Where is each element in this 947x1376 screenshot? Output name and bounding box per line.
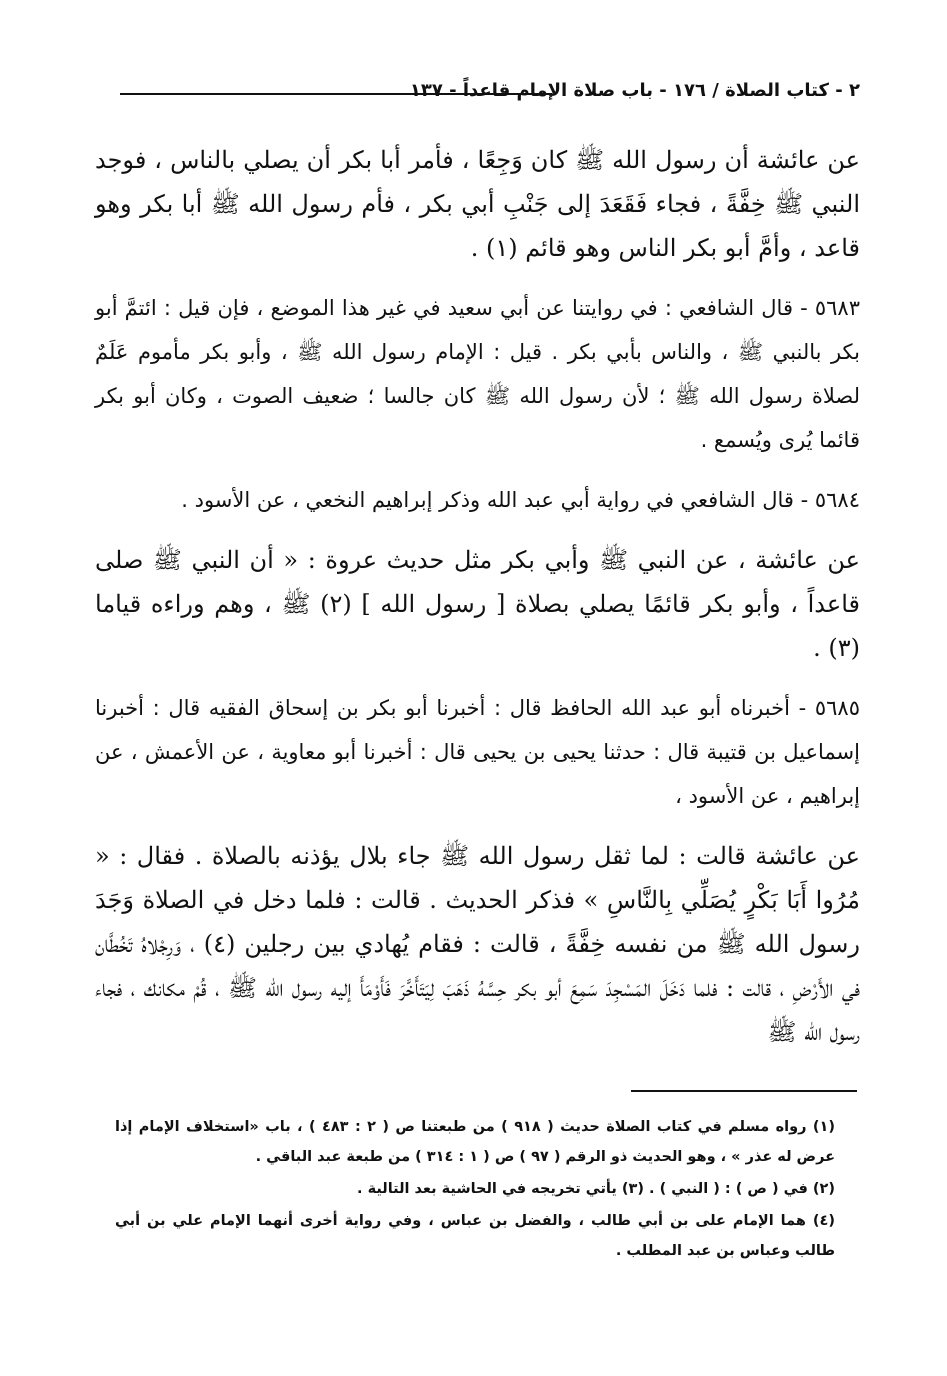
page-header	[120, 78, 860, 118]
paragraph-hadith-aisha-3: عن عائشة قالت : لما ثقل رسول الله ﷺ جاء بلال يؤذنه بالصلاة . فقال : « مُرُوا أَبَا بَكْرٍ يُصَلِّي بِالنَّاسِ » فذكر الحديث . قالت : فلما دخل في الصلاة وَجَدَ رسول الله ﷺ من نفسه خِفَّةً ، قالت : فقام يُهادي بين رجلين (٤) ، وَرِجْلاهُ تَخُطَّان في الأَرْضِ ، قالت : فلما دَخَلَ المَسْجِدَ سَمِعَ أبو بكر حِسَّهُ ذَهَبَ لِيَتَأَخَّرَ فَأَوْمَأَ إليه رسول الله ﷺ ، قُمْ مكانك ، فجاء رسول الله ﷺ	[95, 842, 861, 1046]
main-text	[95, 138, 860, 1070]
paragraph-5684: ٥٦٨٤ - قال الشافعي في رواية أبي عبد الله وذكر إبراهيم النخعي ، عن الأسود .	[181, 488, 860, 512]
footnote-2-3: (٢) في ( ص ) : ( النبي ) . (٣) يأتي تخريجه في الحاشية بعد التالية .	[357, 1181, 835, 1197]
footnote-4: (٤) هما الإمام على بن أبي طالب ، والفضل بن عباس ، وفي رواية أخرى أنهما الإمام علي بن أبي طالب وعباس بن عبد المطلب .	[115, 1213, 835, 1259]
footnotes	[115, 1112, 835, 1268]
paragraph-5685: ٥٦٨٥ - أخبرناه أبو عبد الله الحافظ قال : أخبرنا أبو بكر بن إسحاق الفقيه قال : أخبرنا إسماعيل بن قتيبة قال : حدثنا يحيى بن يحيى قال : أخبرنا أبو معاوية ، عن الأعمش ، عن إبراهيم ، عن الأسود ،	[95, 696, 860, 808]
paragraph-5683: ٥٦٨٣ - قال الشافعي : في روايتنا عن أبي سعيد في غير هذا الموضع ، فإن قيل : ائتمَّ أبو بكر بالنبي ﷺ ، والناس بأبي بكر . قيل : الإمام رسول الله ﷺ ، وأبو بكر مأموم عَلَمٌ لصلاة رسول الله ﷺ ؛ لأن رسول الله ﷺ كان جالسا ؛ ضعيف الصوت ، وكان أبو بكر قائما يُرى ويُسمع .	[95, 296, 860, 452]
paragraph-hadith-aisha-1: عن عائشة أن رسول الله ﷺ كان وَجِعًا ، فأمر أبا بكر أن يصلي بالناس ، فوجد النبي ﷺ خِفَّةً ، فجاء فَقَعَدَ إلى جَنْبِ أبي بكر ، فأم رسول الله ﷺ أبا بكر وهو قاعد ، وأمَّ أبو بكر الناس وهو قائم (١) .	[95, 146, 860, 262]
footnote-separator	[631, 1090, 857, 1092]
header-rule	[120, 93, 552, 95]
running-header-title: ٢ - كتاب الصلاة / ١٧٦ - باب صلاة الإمام قاعداً - ١٣٧	[409, 80, 860, 101]
paragraph-hadith-aisha-2: عن عائشة ، عن النبي ﷺ وأبي بكر مثل حديث عروة : « أن النبي ﷺ صلى قاعداً ، وأبو بكر قائمًا يصلي بصلاة [ رسول الله ] (٢) ﷺ ، وهم وراءه قياما (٣) .	[95, 546, 860, 662]
footnote-1: (١) رواه مسلم في كتاب الصلاة حديث ( ٩١٨ ) من طبعتنا ص ( ٢ : ٤٨٣ ) ، باب «استخلاف الإمام إذا عرض له عذر » ، وهو الحديث ذو الرقم ( ٩٧ ) ص ( ١ : ٣١٤ ) من طبعة عبد الباقي .	[115, 1119, 836, 1165]
